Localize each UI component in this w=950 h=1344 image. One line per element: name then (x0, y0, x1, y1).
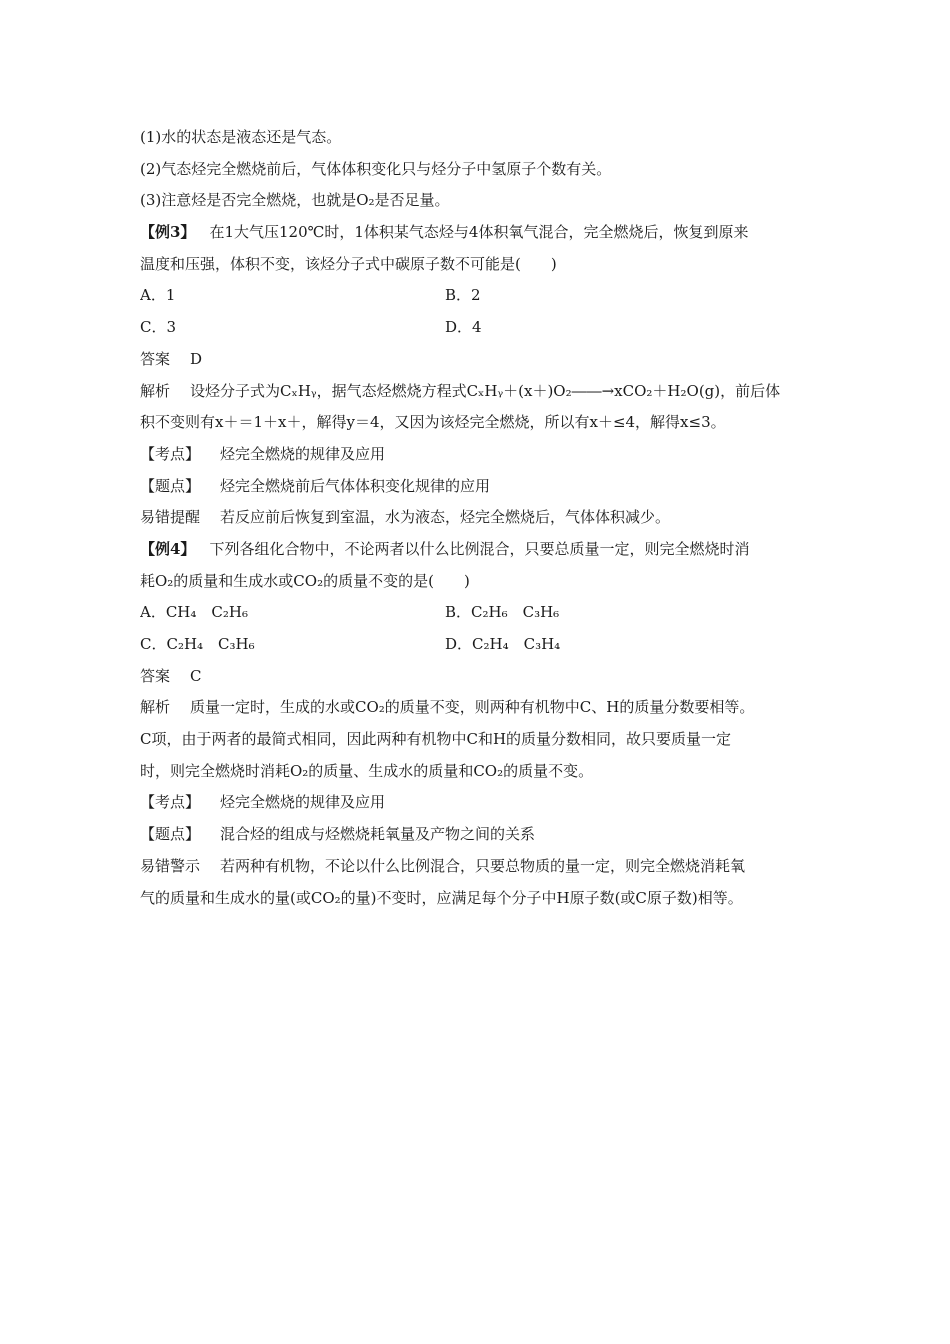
example3-stem-1: 在1大气压120℃时，1体积某气态烃与4体积氧气混合，完全燃烧后，恢复到原来 (209, 223, 749, 242)
analysis-label: 解析 (140, 381, 171, 400)
answer-value: D (190, 349, 203, 368)
example4-option-d: D．C₂H₄ C₃H₄ (445, 635, 561, 653)
note-2: (2)气态烃完全燃烧前后，气体体积变化只与烃分子中氢原子个数有关。 (140, 159, 612, 178)
example4-tag: 【例4】 (140, 539, 196, 558)
example4-options-row2 (140, 629, 820, 661)
example4-stem-1: 下列各组化合物中，不论两者以什么比例混合，只要总质量一定，则完全燃烧时消 (209, 539, 750, 558)
example4-option-a: A．CH₄ C₂H₆ (140, 603, 248, 622)
warn-text-1: 若两种有机物，不论以什么比例混合，只要总物质的量一定，则完全燃烧消耗氧 (220, 856, 746, 875)
warn-label: 易错警示 (140, 856, 201, 875)
example4-answer (140, 661, 820, 693)
example3-option-b: B．2 (445, 286, 481, 305)
example3-stem-line1 (140, 217, 820, 249)
example3-option-c: C．3 (140, 318, 177, 337)
example3-option-a: A．1 (140, 286, 176, 305)
example3-analysis-line1 (140, 376, 820, 408)
example3-stem-2: 温度和压强，体积不变，该烃分子式中碳原子数不可能是( ) (140, 254, 557, 273)
example4-stem-line1 (140, 534, 820, 566)
analysis-label: 解析 (140, 698, 171, 717)
example3-option-d: D．4 (445, 318, 482, 337)
tidian-label: 【题点】 (140, 825, 201, 844)
answer-value: C (190, 666, 202, 685)
example3-analysis-2: 积不变则有x＋＝1＋x＋，解得y＝4，又因为该烃完全燃烧，所以有x＋≤4，解得x≤3。 (140, 413, 726, 432)
kaodian-label: 【考点】 (140, 793, 201, 812)
example4-option-b: B．C₂H₆ C₃H₆ (445, 603, 560, 622)
note-3: (3)注意烃是否完全燃烧，也就是O₂是否足量。 (140, 191, 450, 210)
example4-kaodian (140, 787, 820, 819)
example4-tidian (140, 819, 820, 851)
answer-label: 答案 (140, 349, 171, 368)
example3-kaodian (140, 439, 820, 471)
analysis-text-1: 质量一定时，生成的水或CO₂的质量不变，则两种有机物中C、H的质量分数要相等。 (190, 698, 755, 717)
example4-options-row1 (140, 597, 820, 629)
example4-analysis-3: 时，则完全燃烧时消耗O₂的质量、生成水的质量和CO₂的质量不变。 (140, 761, 594, 780)
answer-label: 答案 (140, 666, 171, 685)
tip-label: 易错提醒 (140, 508, 201, 527)
tidian-text: 混合烃的组成与烃燃烧耗氧量及产物之间的关系 (220, 825, 536, 844)
example4-analysis-line1 (140, 692, 820, 724)
tip-text: 若反应前后恢复到室温，水为液态，烃完全燃烧后，气体体积减少。 (220, 508, 671, 527)
example4-option-c: C．C₂H₄ C₃H₆ (140, 635, 255, 653)
analysis-text-1: 设烃分子式为CₓHᵧ，据气态烃燃烧方程式CₓHᵧ＋(x＋)O₂――→xCO₂＋H₂O(g)，前后体 (190, 381, 781, 400)
example4-warn-2: 气的质量和生成水的量(或CO₂的量)不变时，应满足每个分子中H原子数(或C原子数)相等。 (140, 888, 743, 907)
kaodian-text: 烃完全燃烧的规律及应用 (220, 793, 386, 812)
note-1: (1)水的状态是液态还是气态。 (140, 128, 342, 146)
document-body (140, 122, 820, 914)
example3-tag: 【例3】 (140, 223, 196, 242)
example4-analysis-2: C项，由于两者的最简式相同，因此两种有机物中C和H的质量分数相同，故只要质量一定 (140, 730, 732, 749)
example4-stem-2: 耗O₂的质量和生成水或CO₂的质量不变的是( ) (140, 571, 470, 590)
example3-options-row2 (140, 312, 820, 344)
tidian-text: 烃完全燃烧前后气体体积变化规律的应用 (220, 476, 491, 495)
example3-options-row1 (140, 280, 820, 312)
kaodian-label: 【考点】 (140, 444, 201, 463)
example3-answer (140, 344, 820, 376)
tidian-label: 【题点】 (140, 476, 201, 495)
example4-warn-line1 (140, 851, 820, 883)
kaodian-text: 烃完全燃烧的规律及应用 (220, 444, 386, 463)
example3-tidian (140, 471, 820, 503)
example3-tip (140, 502, 820, 534)
